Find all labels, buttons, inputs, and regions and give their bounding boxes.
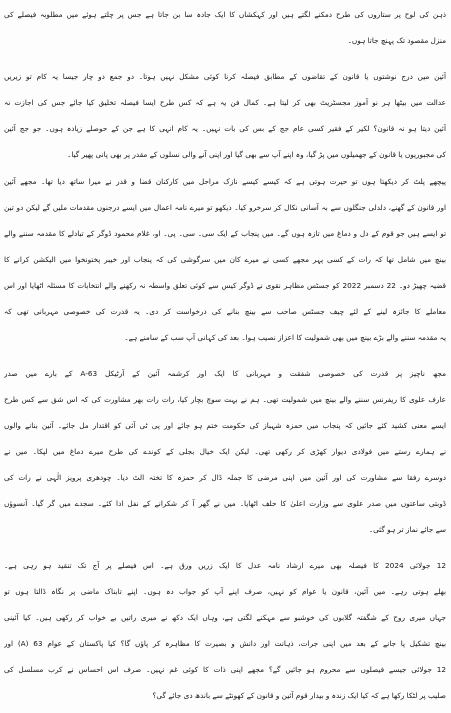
text-line: یہ مقدمہ سننے والے بڑے بینچ میں بھی شمولیت کا اعزاز نصیب ہوا۔ بعد کی کہانی آپ سب کے سامنے ہے۔: [124, 333, 446, 342]
text-line: 12 جولائی جیسے فیصلوں سے محروم ہو جائیں گے؟ مجھے اپنی ذات کا کوئی غم نہیں۔ صرف اس احساس نے کرب مسلسل کی: [4, 665, 446, 674]
text-line: ڈوبتی ساعتوں میں صدر علوی سے وزارت اعلیٰ کا حلف اٹھایا۔ میں نے گھر آ کر شکرانے کے نفل ادا کئے۔ سجدے میں گر گیا۔ آنسوؤں: [4, 499, 446, 508]
text-line: قضیہ چھیڑ دو۔ 22 دسمبر 2022 کو جسٹس مظاہر نقوی نے ڈوگر کیس سے کوئی تعلق واسطہ نہ رکھنے والے انتخابات کا مسئلہ اٹھایا اور اس: [4, 281, 446, 290]
text-line: اور قانون کے گھنے، دلدلی جنگلوں سے بہ آسانی نکال کر سرخرو کیا۔ دیکھو تو میرے نامہ اعمال میں ایسے درجنوں مقدمات ملیں گے لیکن دو تین: [4, 203, 446, 212]
text-line: ایسے معنی کشید کئے جائیں کہ پنجاب میں حمزہ شہباز کی حکومت ختم ہو جائے اور پی ٹی آئی کو اقتدار مل جائے۔ آئین بنانے والوں: [4, 421, 446, 430]
text-line: بھلے ہوتی رہے۔ میں آئین، قانون یا عوام کو نہیں، صرف اپنے آپ کو جواب دہ ہوں۔ اپنے تابناک ماضی پر نگاہ ڈالتا ہوں تو: [4, 587, 446, 596]
paragraph-4: [4, 361, 446, 543]
text-line: دوسرے رفقا سے مشاورت کی اور آئین میں اپنی مرضی کا جملہ ڈال کر حمزہ کا تختہ الٹ دیا۔ چودھری پرویز الٰہی نے رات کی: [4, 473, 446, 482]
text-line: جہاں میری روح کے شگفتہ گلابوں کی خوشبو سے مہکنے لگتی ہے، وہاں ایک دکھ نے میری راتیں بے خواب کر رکھی ہیں۔ کیا آئینی: [4, 613, 446, 622]
text-line: عارف علوی کا ریفرنس سننے والے بینچ میں شمولیت تھی۔ ہم نے بہت سوچ بچار کیا، رات رات بھر مشاورت کی کہ اس شق سے کس طرح: [4, 395, 446, 404]
text-line: بینچ میں شامل تھا کہ رات کے کسی پہر مجھے کسی نے میرے کان میں سرگوشی کی کہ پنجاب اور خیبر پختونخوا میں الیکشن کرانے کا: [4, 255, 446, 264]
text-line: منزل مقصود تک پہنچ جاتا ہوں۔: [347, 36, 446, 45]
text-line: نے ہمارے رستے میں فولادی دیوار کھڑی کر رکھی تھی۔ لیکن ایک خیال بجلی کے کوندے کی طرح میرے دماغ میں لپکا۔ میں نے: [4, 447, 446, 456]
paragraph-3: [4, 169, 446, 351]
text-line: بینچ تشکیل پا جانے کے بعد میں اپنی جرات، ذہانت اور دانش و بصیرت کا مظاہرہ کر پاؤں گا؟ کیا پاکستان کے عوام 63 (A) اور: [4, 639, 446, 648]
text-line: تو ایسے ہیں جو قوم کے دل و دماغ میں تازہ ہوں گے۔ میں پنجاب کے ایک سی۔ سی۔ پی۔ او، غلام محمود ڈوگر کے تبادلے کا مقدمہ سننے والے: [4, 229, 446, 238]
text-line: عدالت میں بیٹھا ہر نو آموز مجسٹریٹ بھی کر لیتا ہے۔ کمال فن یہ ہے کہ کس طرح ایسا فیصلہ تخلیق کیا جائے جس کی اجازت نہ: [4, 98, 446, 107]
text-line: سے جائے نماز تر ہو گئی۔: [368, 525, 446, 534]
text-line: آئین میں درج نوشتوں یا قانون کے تقاضوں کے مطابق فیصلہ کرنا کوئی مشکل نہیں ہوتا۔ دو جمع دو چار جیسا یہ کام تو زیریں: [4, 72, 446, 81]
paragraph-2: [4, 64, 446, 168]
text-line: کی مجبوریوں یا قانون کے جھمیلوں میں پڑ گیا، وہ اپنے آپ سے بھی گیا اور اپنی آنے والی نسلوں کے مقدر پر بھی پانی پھیر گیا۔: [67, 150, 446, 159]
text-line: آئین دیتا ہو نہ قانون؟ لکیر کے فقیر کسی عام جج کے بس کی بات نہیں۔ یہ کام انہی کا ہے جن کے حوصلے زیادہ ہوں۔ جو جج آئین: [4, 124, 446, 133]
paragraph-5: [4, 553, 446, 709]
text-line: ذہن کی لوح پر ستاروں کی طرح دمکنے لگتے ہیں اور کہکشاں کا ایک جادہ سا بن جاتا ہے جس پر چلتے ہوئے میں مطلوبہ فیصلے کی: [4, 10, 446, 19]
text-line: مجھ ناچیز پر قدرت کی خصوصی شفقت و مہربانی کا ایک اور کرشمہ آئین کے آرٹیکل A-63 کے بارے میں صدر: [4, 369, 446, 378]
text-line: 12 جولائی 2024 کا فیصلہ بھی میرے ارشاد نامہ عدل کا ایک زریں ورق ہے۔ اس فیصلے پر آج تک تنقید ہو رہی ہے۔: [4, 561, 446, 570]
text-line: صلیب پر لٹکا رکھا ہے کہ کیا ایک زندہ و بیدار قوم آئین و قانون کے کھونٹے سے باندھ دی جائے گی؟: [152, 691, 446, 700]
paragraph-1: [4, 2, 446, 54]
text-line: معاملے کا جائزہ لینے کے لئے چیف جسٹس صاحب سے بینچ بنانے کی درخواست کر دی۔ یہ قدرت کی خصوصی مہربانی تھی کہ: [4, 307, 446, 316]
text-line: پیچھے پلٹ کر دیکھتا ہوں تو حیرت ہوتی ہے کہ کیسے کیسے نازک مراحل میں کارکنان قضا و قدر نے میرا ساتھ دیا تھا۔ مجھے آئین: [4, 177, 446, 186]
